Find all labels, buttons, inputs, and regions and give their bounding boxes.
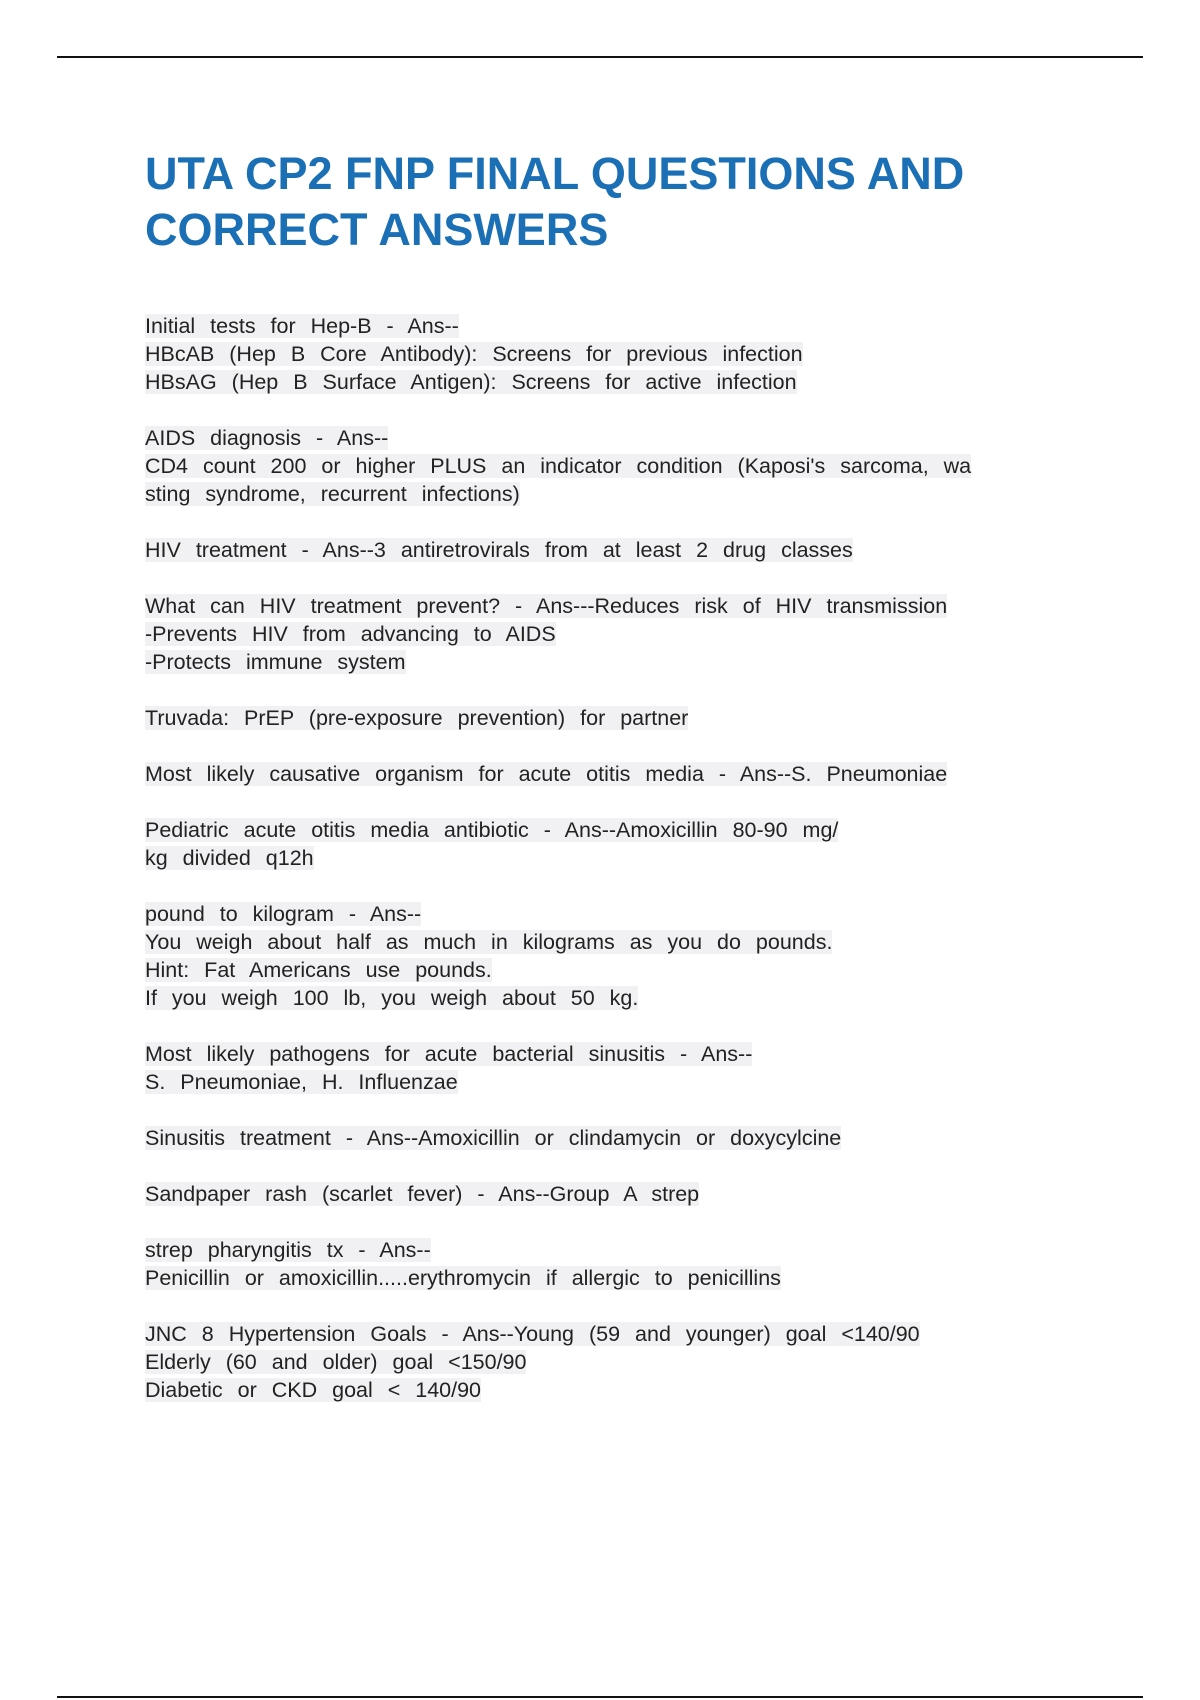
qa-entry — [145, 1124, 1081, 1152]
qa-line: CD4 count 200 or higher PLUS an indicator condition (Kaposi's sarcoma, wa — [145, 454, 972, 478]
document-title: UTA CP2 FNP FINAL QUESTIONS AND CORRECT ANSWERS — [145, 148, 965, 255]
qa-entry — [145, 1040, 1081, 1096]
qa-line: JNC 8 Hypertension Goals - Ans--Young (59 and younger) goal <140/90 — [145, 1322, 920, 1346]
qa-line: Sandpaper rash (scarlet fever) - Ans--Group A strep — [145, 1182, 700, 1206]
qa-line: If you weigh 100 lb, you weigh about 50 kg. — [145, 986, 639, 1010]
qa-line: What can HIV treatment prevent? - Ans---Reduces risk of HIV transmission — [145, 594, 948, 618]
qa-line: Initial tests for Hep-B - Ans-- — [145, 314, 459, 338]
qa-line: -Protects immune system — [145, 650, 406, 674]
qa-line: Truvada: PrEP (pre-exposure prevention) for partner — [145, 706, 689, 730]
qa-line: Pediatric acute otitis media antibiotic - Ans--Amoxicillin 80-90 mg/ — [145, 818, 839, 842]
qa-line: -Prevents HIV from advancing to AIDS — [145, 622, 556, 646]
qa-line: sting syndrome, recurrent infections) — [145, 482, 520, 506]
qa-entry — [145, 312, 1081, 396]
qa-entry — [145, 900, 1081, 1012]
qa-line: AIDS diagnosis - Ans-- — [145, 426, 389, 450]
qa-line: pound to kilogram - Ans-- — [145, 902, 422, 926]
qa-line: You weigh about half as much in kilograms as you do pounds. — [145, 930, 833, 954]
qa-line: S. Pneumoniae, H. Influenzae — [145, 1070, 458, 1094]
qa-entry — [145, 592, 1081, 676]
bottom-rule — [57, 1696, 1143, 1698]
qa-entry — [145, 1180, 1081, 1208]
qa-list — [145, 312, 1081, 1432]
qa-entry — [145, 536, 1081, 564]
qa-line: kg divided q12h — [145, 846, 314, 870]
qa-entry — [145, 1320, 1081, 1404]
qa-entry — [145, 760, 1081, 788]
top-rule — [57, 56, 1143, 58]
qa-line: Most likely pathogens for acute bacterial sinusitis - Ans-- — [145, 1042, 753, 1066]
qa-line: HBsAG (Hep B Surface Antigen): Screens for active infection — [145, 370, 797, 394]
qa-line: HIV treatment - Ans--3 antiretrovirals from at least 2 drug classes — [145, 538, 853, 562]
qa-entry — [145, 424, 1081, 508]
qa-line: Penicillin or amoxicillin.....erythromycin if allergic to penicillins — [145, 1266, 781, 1290]
qa-line: Hint: Fat Americans use pounds. — [145, 958, 492, 982]
qa-line: Diabetic or CKD goal < 140/90 — [145, 1378, 482, 1402]
qa-line: Most likely causative organism for acute otitis media - Ans--S. Pneumoniae — [145, 762, 948, 786]
qa-line: HBcAB (Hep B Core Antibody): Screens for previous infection — [145, 342, 803, 366]
qa-entry — [145, 816, 1081, 872]
qa-entry — [145, 704, 1081, 732]
qa-line: strep pharyngitis tx - Ans-- — [145, 1238, 431, 1262]
qa-line: Elderly (60 and older) goal <150/90 — [145, 1350, 527, 1374]
qa-line: Sinusitis treatment - Ans--Amoxicillin or clindamycin or doxycylcine — [145, 1126, 842, 1150]
qa-entry — [145, 1236, 1081, 1292]
